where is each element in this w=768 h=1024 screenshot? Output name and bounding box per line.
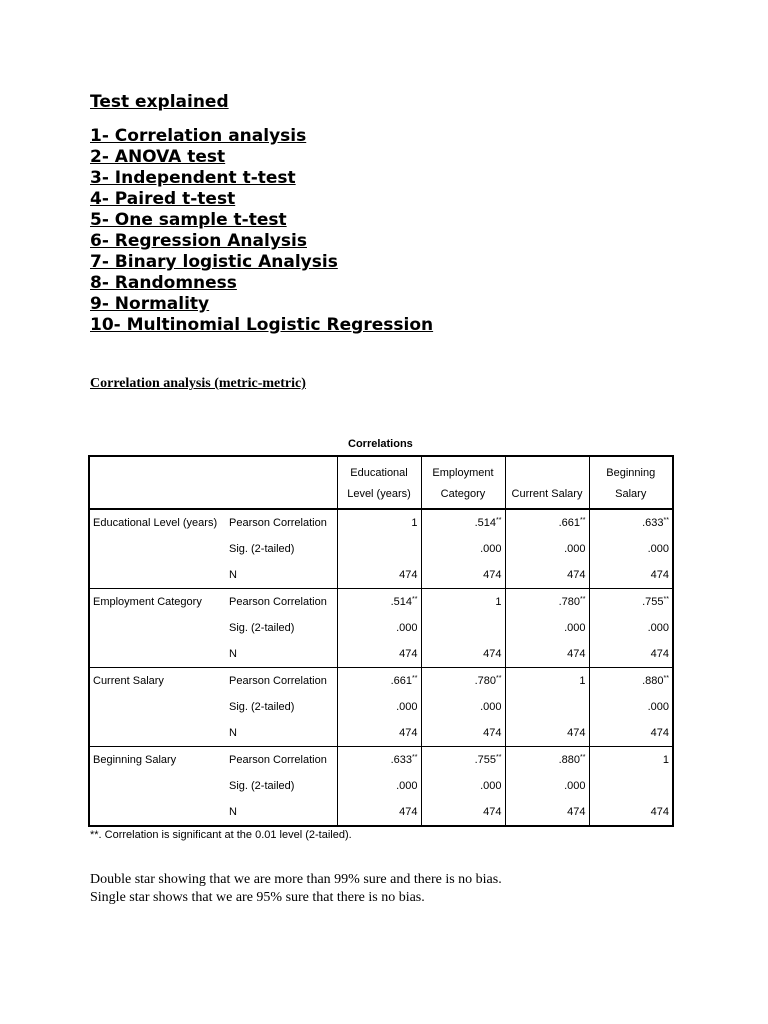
row-variable-label [89, 799, 226, 826]
cell-value: .000 [396, 780, 418, 792]
row-variable-label: Educational Level (years) [89, 509, 226, 536]
table-cell [337, 615, 421, 641]
table-cell [505, 509, 589, 536]
explanation-notes [90, 871, 502, 907]
cell-value: 1 [495, 596, 502, 608]
table-cell [421, 694, 505, 720]
cell-value: 474 [399, 569, 418, 581]
row-variable-label [89, 720, 226, 747]
cell-value: .780 [474, 675, 497, 687]
table-cell [589, 509, 673, 536]
test-list-item: 10- Multinomial Logistic Regression [90, 315, 434, 335]
cell-value: .000 [564, 780, 586, 792]
cell-value: .880 [642, 675, 664, 687]
table-cell [337, 668, 421, 695]
table-row [89, 509, 673, 536]
column-header [337, 456, 421, 509]
cell-value: 1 [579, 675, 586, 687]
significance-marker: ** [580, 754, 586, 761]
row-statistic-label: Pearson Correlation [229, 517, 327, 529]
significance-marker: ** [412, 754, 418, 761]
table-cell [337, 747, 421, 774]
table-cell [337, 589, 421, 616]
section-title: Correlation analysis (metric-metric) [90, 376, 306, 391]
cell-value: .755 [474, 754, 497, 766]
row-variable-label: Employment Category [89, 589, 226, 616]
table-row [89, 747, 673, 774]
column-header [505, 456, 589, 509]
row-variable-label [89, 562, 226, 589]
row-statistic-label: Pearson Correlation [229, 754, 327, 766]
table-row [89, 720, 673, 747]
table-cell [505, 562, 589, 589]
table-header-row [89, 456, 673, 509]
table-cell [589, 799, 673, 826]
table-row [89, 799, 673, 826]
table-row [89, 641, 673, 668]
cell-value: .661 [390, 675, 413, 687]
row-statistic-label: Pearson Correlation [229, 675, 327, 687]
cell-value: .000 [647, 701, 669, 713]
test-list-item: 8- Randomness [90, 273, 237, 293]
test-list-item: 9- Normality [90, 294, 210, 314]
table-cell [505, 668, 589, 695]
significance-marker: ** [496, 675, 502, 682]
cell-value: .000 [480, 543, 502, 555]
row-statistic-label: N [226, 799, 337, 826]
cell-value: .514 [474, 517, 497, 529]
table-cell [589, 615, 673, 641]
table-cell [505, 720, 589, 747]
cell-value: 474 [650, 569, 669, 581]
significance-marker: ** [580, 517, 586, 524]
cell-value: .514 [390, 596, 413, 608]
table-cell [505, 799, 589, 826]
table-cell [337, 509, 421, 536]
test-list-item: 1- Correlation analysis [90, 126, 307, 146]
table-body [89, 509, 673, 826]
row-statistic-label: Sig. (2-tailed) [229, 622, 295, 634]
row-statistic-label: N [226, 720, 337, 747]
row-variable-label [89, 536, 226, 562]
significance-marker: ** [496, 754, 502, 761]
table-cell [421, 641, 505, 668]
cell-value: .880 [558, 754, 581, 766]
cell-value: 1 [411, 517, 418, 529]
cell-value: 474 [483, 569, 502, 581]
table-cell [337, 562, 421, 589]
table-cell [337, 694, 421, 720]
column-header [589, 456, 673, 509]
row-statistic-label: Sig. (2-tailed) [229, 543, 295, 555]
significance-marker: ** [580, 596, 586, 603]
table-caption: Correlations [348, 438, 413, 450]
table-row [89, 536, 673, 562]
cell-value: .000 [396, 701, 418, 713]
row-statistic-label: N [226, 562, 337, 589]
table-cell [505, 536, 589, 562]
table-cell [505, 694, 589, 720]
test-list-item: 7- Binary logistic Analysis [90, 252, 338, 272]
cell-value: 474 [650, 648, 669, 660]
cell-value: 474 [567, 727, 586, 739]
table-row [89, 773, 673, 799]
table-row [89, 615, 673, 641]
table-cell [505, 747, 589, 774]
header-corner-cell [89, 456, 337, 509]
table-cell [589, 747, 673, 774]
row-statistic-label: Sig. (2-tailed) [229, 701, 295, 713]
table-cell [589, 641, 673, 668]
significance-marker: ** [412, 675, 418, 682]
table-cell [421, 536, 505, 562]
cell-value: 474 [650, 727, 669, 739]
cell-value: .000 [396, 622, 418, 634]
table-cell [589, 589, 673, 616]
table-cell [589, 562, 673, 589]
cell-value: .633 [642, 517, 664, 529]
table-footnote: **. Correlation is significant at the 0.01 level (2-tailed). [90, 829, 352, 841]
column-header [421, 456, 505, 509]
cell-value: .000 [647, 622, 669, 634]
table-cell [337, 536, 421, 562]
table-cell [589, 720, 673, 747]
column-header-line: Level (years) [347, 488, 411, 500]
table-cell [505, 641, 589, 668]
row-statistic-label: Sig. (2-tailed) [229, 780, 295, 792]
significance-marker: ** [496, 517, 502, 524]
note-line: Single star shows that we are 95% sure that there is no bias. [90, 890, 425, 905]
table-row [89, 694, 673, 720]
table-cell [421, 773, 505, 799]
cell-value: 474 [483, 648, 502, 660]
column-header-line: Beginning [606, 467, 656, 479]
table-cell [589, 668, 673, 695]
cell-value: 474 [399, 648, 418, 660]
table-cell [421, 615, 505, 641]
cell-value: 474 [399, 727, 418, 739]
table-cell [421, 562, 505, 589]
table-cell [505, 773, 589, 799]
table-cell [505, 589, 589, 616]
cell-value: 474 [567, 569, 586, 581]
test-list-item: 2- ANOVA test [90, 147, 226, 167]
significance-marker: ** [663, 596, 669, 603]
significance-marker: ** [412, 596, 418, 603]
test-list-item: 6- Regression Analysis [90, 231, 307, 251]
cell-value: 1 [662, 754, 669, 766]
cell-value: .661 [558, 517, 581, 529]
table-cell [421, 589, 505, 616]
table-cell [589, 773, 673, 799]
cell-value: .000 [647, 543, 669, 555]
table-cell [589, 536, 673, 562]
column-header-line: Salary [615, 488, 647, 500]
table-cell [337, 773, 421, 799]
cell-value: .755 [642, 596, 664, 608]
row-variable-label: Beginning Salary [89, 747, 226, 774]
table-cell [337, 641, 421, 668]
table-row [89, 589, 673, 616]
row-variable-label [89, 694, 226, 720]
cell-value: 474 [483, 806, 502, 818]
page-heading: Test explained [90, 92, 229, 112]
test-list [90, 126, 433, 336]
table-row [89, 562, 673, 589]
table-cell [337, 799, 421, 826]
cell-value: .633 [390, 754, 413, 766]
table-cell [421, 509, 505, 536]
column-header-line: Current Salary [511, 488, 583, 500]
row-variable-label [89, 641, 226, 668]
cell-value: 474 [650, 806, 669, 818]
test-list-item: 5- One sample t-test [90, 210, 287, 230]
significance-marker: ** [663, 675, 669, 682]
correlations-table [88, 455, 674, 827]
cell-value: .000 [480, 780, 502, 792]
table-cell [337, 720, 421, 747]
cell-value: 474 [483, 727, 502, 739]
row-statistic-label: Pearson Correlation [229, 596, 327, 608]
cell-value: .000 [564, 543, 586, 555]
cell-value: .780 [558, 596, 581, 608]
row-variable-label [89, 615, 226, 641]
row-variable-label: Current Salary [89, 668, 226, 695]
test-list-item: 3- Independent t-test [90, 168, 296, 188]
column-header-line: Category [440, 488, 486, 500]
column-header-line: Employment [432, 467, 494, 479]
test-list-item: 4- Paired t-test [90, 189, 236, 209]
row-statistic-label: N [226, 641, 337, 668]
table-cell [505, 615, 589, 641]
cell-value: .000 [480, 701, 502, 713]
table-cell [421, 720, 505, 747]
table-row [89, 668, 673, 695]
table-cell [421, 799, 505, 826]
table-cell [421, 747, 505, 774]
row-variable-label [89, 773, 226, 799]
cell-value: 474 [567, 648, 586, 660]
cell-value: .000 [564, 622, 586, 634]
table-cell [589, 694, 673, 720]
column-header-line: Educational [350, 467, 408, 479]
cell-value: 474 [399, 806, 418, 818]
table-cell [421, 668, 505, 695]
cell-value: 474 [567, 806, 586, 818]
note-line: Double star showing that we are more than 99% sure and there is no bias. [90, 872, 502, 887]
significance-marker: ** [663, 517, 669, 524]
